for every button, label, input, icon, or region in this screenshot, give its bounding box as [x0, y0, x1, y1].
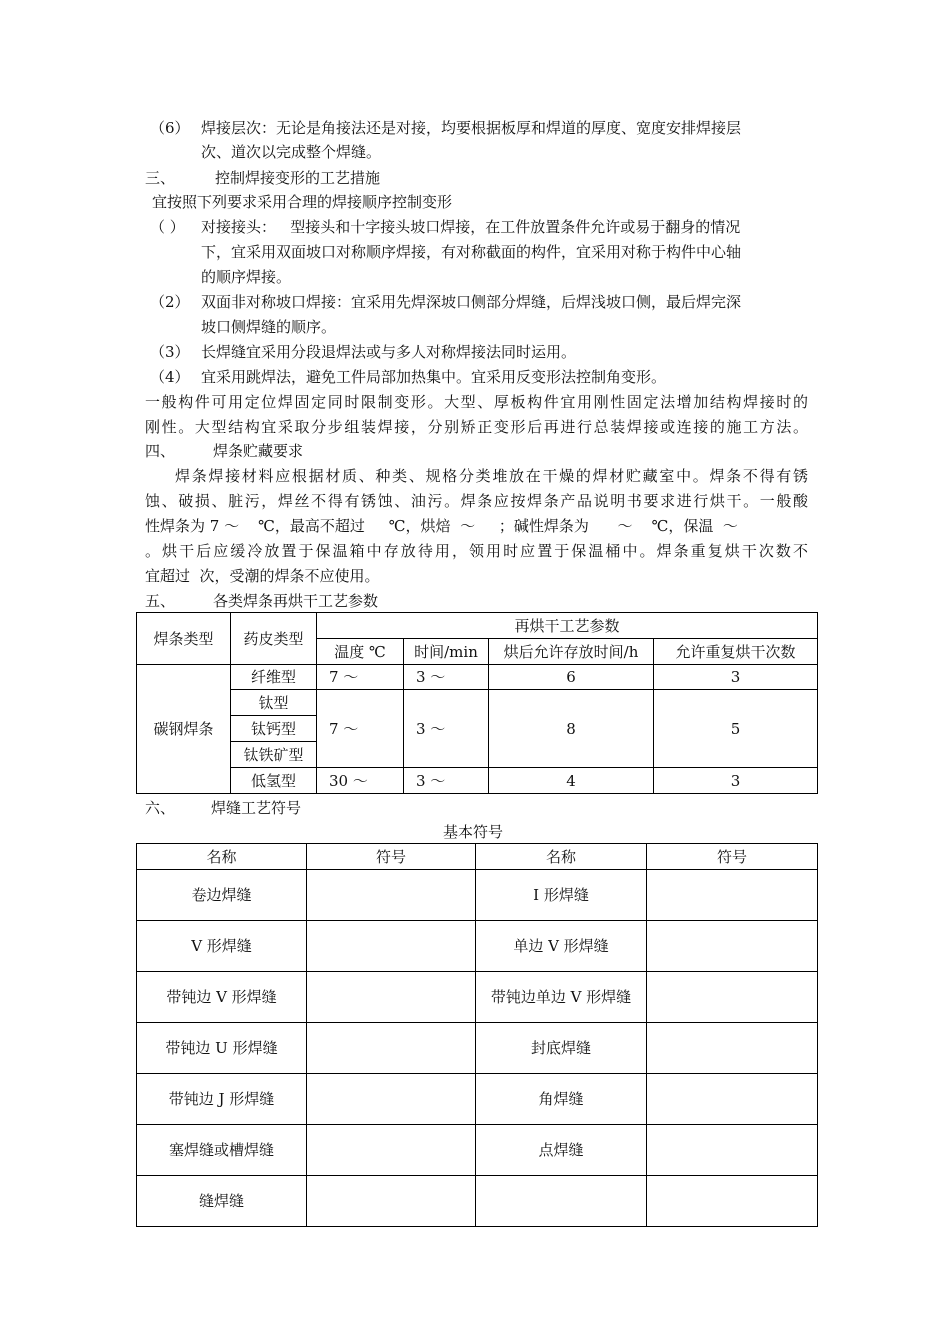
section-number: 四、: [145, 442, 176, 460]
table-header-cell: 温度 ℃: [317, 639, 404, 665]
symbol-cell: [307, 921, 476, 972]
table-cell: 3 ～: [404, 690, 489, 768]
paragraph-line: 宜按照下列要求采用合理的焊接顺序控制变形: [152, 193, 453, 211]
symbol-cell: [647, 1023, 818, 1074]
table-cell: 卷边焊缝: [137, 870, 307, 921]
paragraph-line: 宜采用跳焊法，避免工件局部加热集中。宜采用反变形法控制角变形。: [201, 368, 667, 386]
paragraph-line: 的顺序焊接。: [201, 268, 292, 286]
symbol-cell: [307, 870, 476, 921]
table-cell: 封底焊缝: [476, 1023, 647, 1074]
table-cell: 钛钙型: [231, 716, 317, 742]
paragraph-line: 焊接层次：无论是角接法还是对接，均要根据板厚和焊道的厚度、宽度安排焊接层: [201, 119, 742, 137]
table-cell: 30 ～: [317, 768, 404, 794]
section-heading: 焊缝工艺符号: [211, 799, 302, 817]
table-header-cell: 药皮类型: [231, 613, 317, 665]
table-cell: 5: [654, 690, 818, 768]
table-header-cell: 符号: [307, 844, 476, 870]
symbol-cell: [647, 921, 818, 972]
paragraph-line: 对接接头： 型接头和十字接头坡口焊接，在工件放置条件允许或易于翻身的情况: [201, 218, 741, 236]
symbol-cell: [647, 972, 818, 1023]
table-caption: 基本符号: [443, 823, 504, 841]
table-header-cell: 再烘干工艺参数: [317, 613, 818, 639]
table-cell: 4: [489, 768, 654, 794]
table-cell: 角焊缝: [476, 1074, 647, 1125]
table-cell: 低氢型: [231, 768, 317, 794]
table-header-cell: 焊条类型: [137, 613, 231, 665]
table-cell: 钛型: [231, 690, 317, 716]
paragraph-line: 双面非对称坡口焊接：宜采用先焊深坡口侧部分焊缝，后焊浅坡口侧，最后焊完深: [201, 293, 742, 311]
item-number: （ ）: [150, 218, 185, 236]
table-header-cell: 允许重复烘干次数: [654, 639, 818, 665]
paragraph-line: 宜超过 次，受潮的焊条不应使用。: [145, 567, 380, 585]
symbol-cell: [647, 870, 818, 921]
table-cell: 缝焊缝: [137, 1176, 307, 1227]
item-number: （6）: [150, 119, 190, 137]
section-heading: 各类焊条再烘干工艺参数: [213, 592, 379, 610]
table-header-cell: 烘后允许存放时间/h: [489, 639, 654, 665]
symbol-cell: [307, 972, 476, 1023]
table-cell: 钛铁矿型: [231, 742, 317, 768]
table-cell: 3 ～: [404, 768, 489, 794]
paragraph-line: 一般构件可用定位焊固定同时限制变形。大型、厚板构件宜用刚性固定法增加结构焊接时的: [145, 393, 808, 411]
table-cell: [476, 1176, 647, 1227]
paragraph-line: 下，宜采用双面坡口对称顺序焊接，有对称截面的构件，宜采用对称于构件中心轴: [201, 243, 742, 261]
section-heading: 控制焊接变形的工艺措施: [215, 169, 381, 187]
table-cell: 带钝边单边 V 形焊缝: [476, 972, 647, 1023]
symbol-cell: [647, 1125, 818, 1176]
paragraph-line: 。烘干后应缓冷放置于保温箱中存放待用，领用时应置于保温桶中。焊条重复烘干次数不: [145, 542, 808, 560]
table-cell: 带钝边 J 形焊缝: [137, 1074, 307, 1125]
symbol-cell: [307, 1023, 476, 1074]
table-cell: 3: [654, 768, 818, 794]
symbol-cell: [647, 1176, 818, 1227]
table-cell: V 形焊缝: [137, 921, 307, 972]
table-cell: I 形焊缝: [476, 870, 647, 921]
paragraph-line: 焊条焊接材料应根据材质、种类、规格分类堆放在干燥的焊材贮藏室中。焊条不得有锈: [175, 467, 808, 485]
symbol-cell: [307, 1074, 476, 1125]
table-cell: 单边 V 形焊缝: [476, 921, 647, 972]
section-number: 五、: [145, 592, 176, 610]
table-cell: 带钝边 V 形焊缝: [137, 972, 307, 1023]
item-number: （3）: [150, 343, 190, 361]
paragraph-line: 坡口侧焊缝的顺序。: [201, 318, 337, 336]
paragraph-line: 长焊缝宜采用分段退焊法或与多人对称焊接法同时运用。: [201, 343, 577, 361]
paragraph-line: 蚀、破损、脏污，焊丝不得有锈蚀、油污。焊条应按焊条产品说明书要求进行烘干。一般酸: [145, 492, 808, 510]
table-header-cell: 名称: [137, 844, 307, 870]
section-heading: 焊条贮藏要求: [213, 442, 304, 460]
rebake-parameter-table: [136, 612, 818, 794]
table-cell: 塞焊缝或槽焊缝: [137, 1125, 307, 1176]
table-cell: 纤维型: [231, 665, 317, 690]
table-cell: 3: [654, 665, 818, 690]
table-cell: 7 ～: [317, 690, 404, 768]
table-header-cell: 时间/min: [404, 639, 489, 665]
paragraph-line: 刚性。大型结构宜采取分步组装焊接，分别矫正变形后再进行总装焊接或连接的施工方法。: [145, 418, 808, 436]
section-number: 三、: [145, 169, 176, 187]
symbol-cell: [307, 1176, 476, 1227]
item-number: （2）: [150, 293, 190, 311]
table-cell: 点焊缝: [476, 1125, 647, 1176]
paragraph-line: 性焊条为 7 ～ ℃，最高不超过 ℃，烘焙 ～ ；碱性焊条为 ～ ℃，保温 ～: [145, 517, 738, 535]
section-number: 六、: [145, 799, 176, 817]
table-cell: 碳钢焊条: [137, 665, 231, 794]
symbol-cell: [307, 1125, 476, 1176]
table-cell: 8: [489, 690, 654, 768]
table-header-cell: 名称: [476, 844, 647, 870]
table-cell: 3 ～: [404, 665, 489, 690]
paragraph-line: 次、道次以完成整个焊缝。: [201, 143, 382, 161]
table-cell: 带钝边 U 形焊缝: [137, 1023, 307, 1074]
weld-symbol-table: [136, 843, 818, 1227]
table-cell: 7 ～: [317, 665, 404, 690]
table-header-cell: 符号: [647, 844, 818, 870]
table-cell: 6: [489, 665, 654, 690]
item-number: （4）: [150, 368, 190, 386]
symbol-cell: [647, 1074, 818, 1125]
